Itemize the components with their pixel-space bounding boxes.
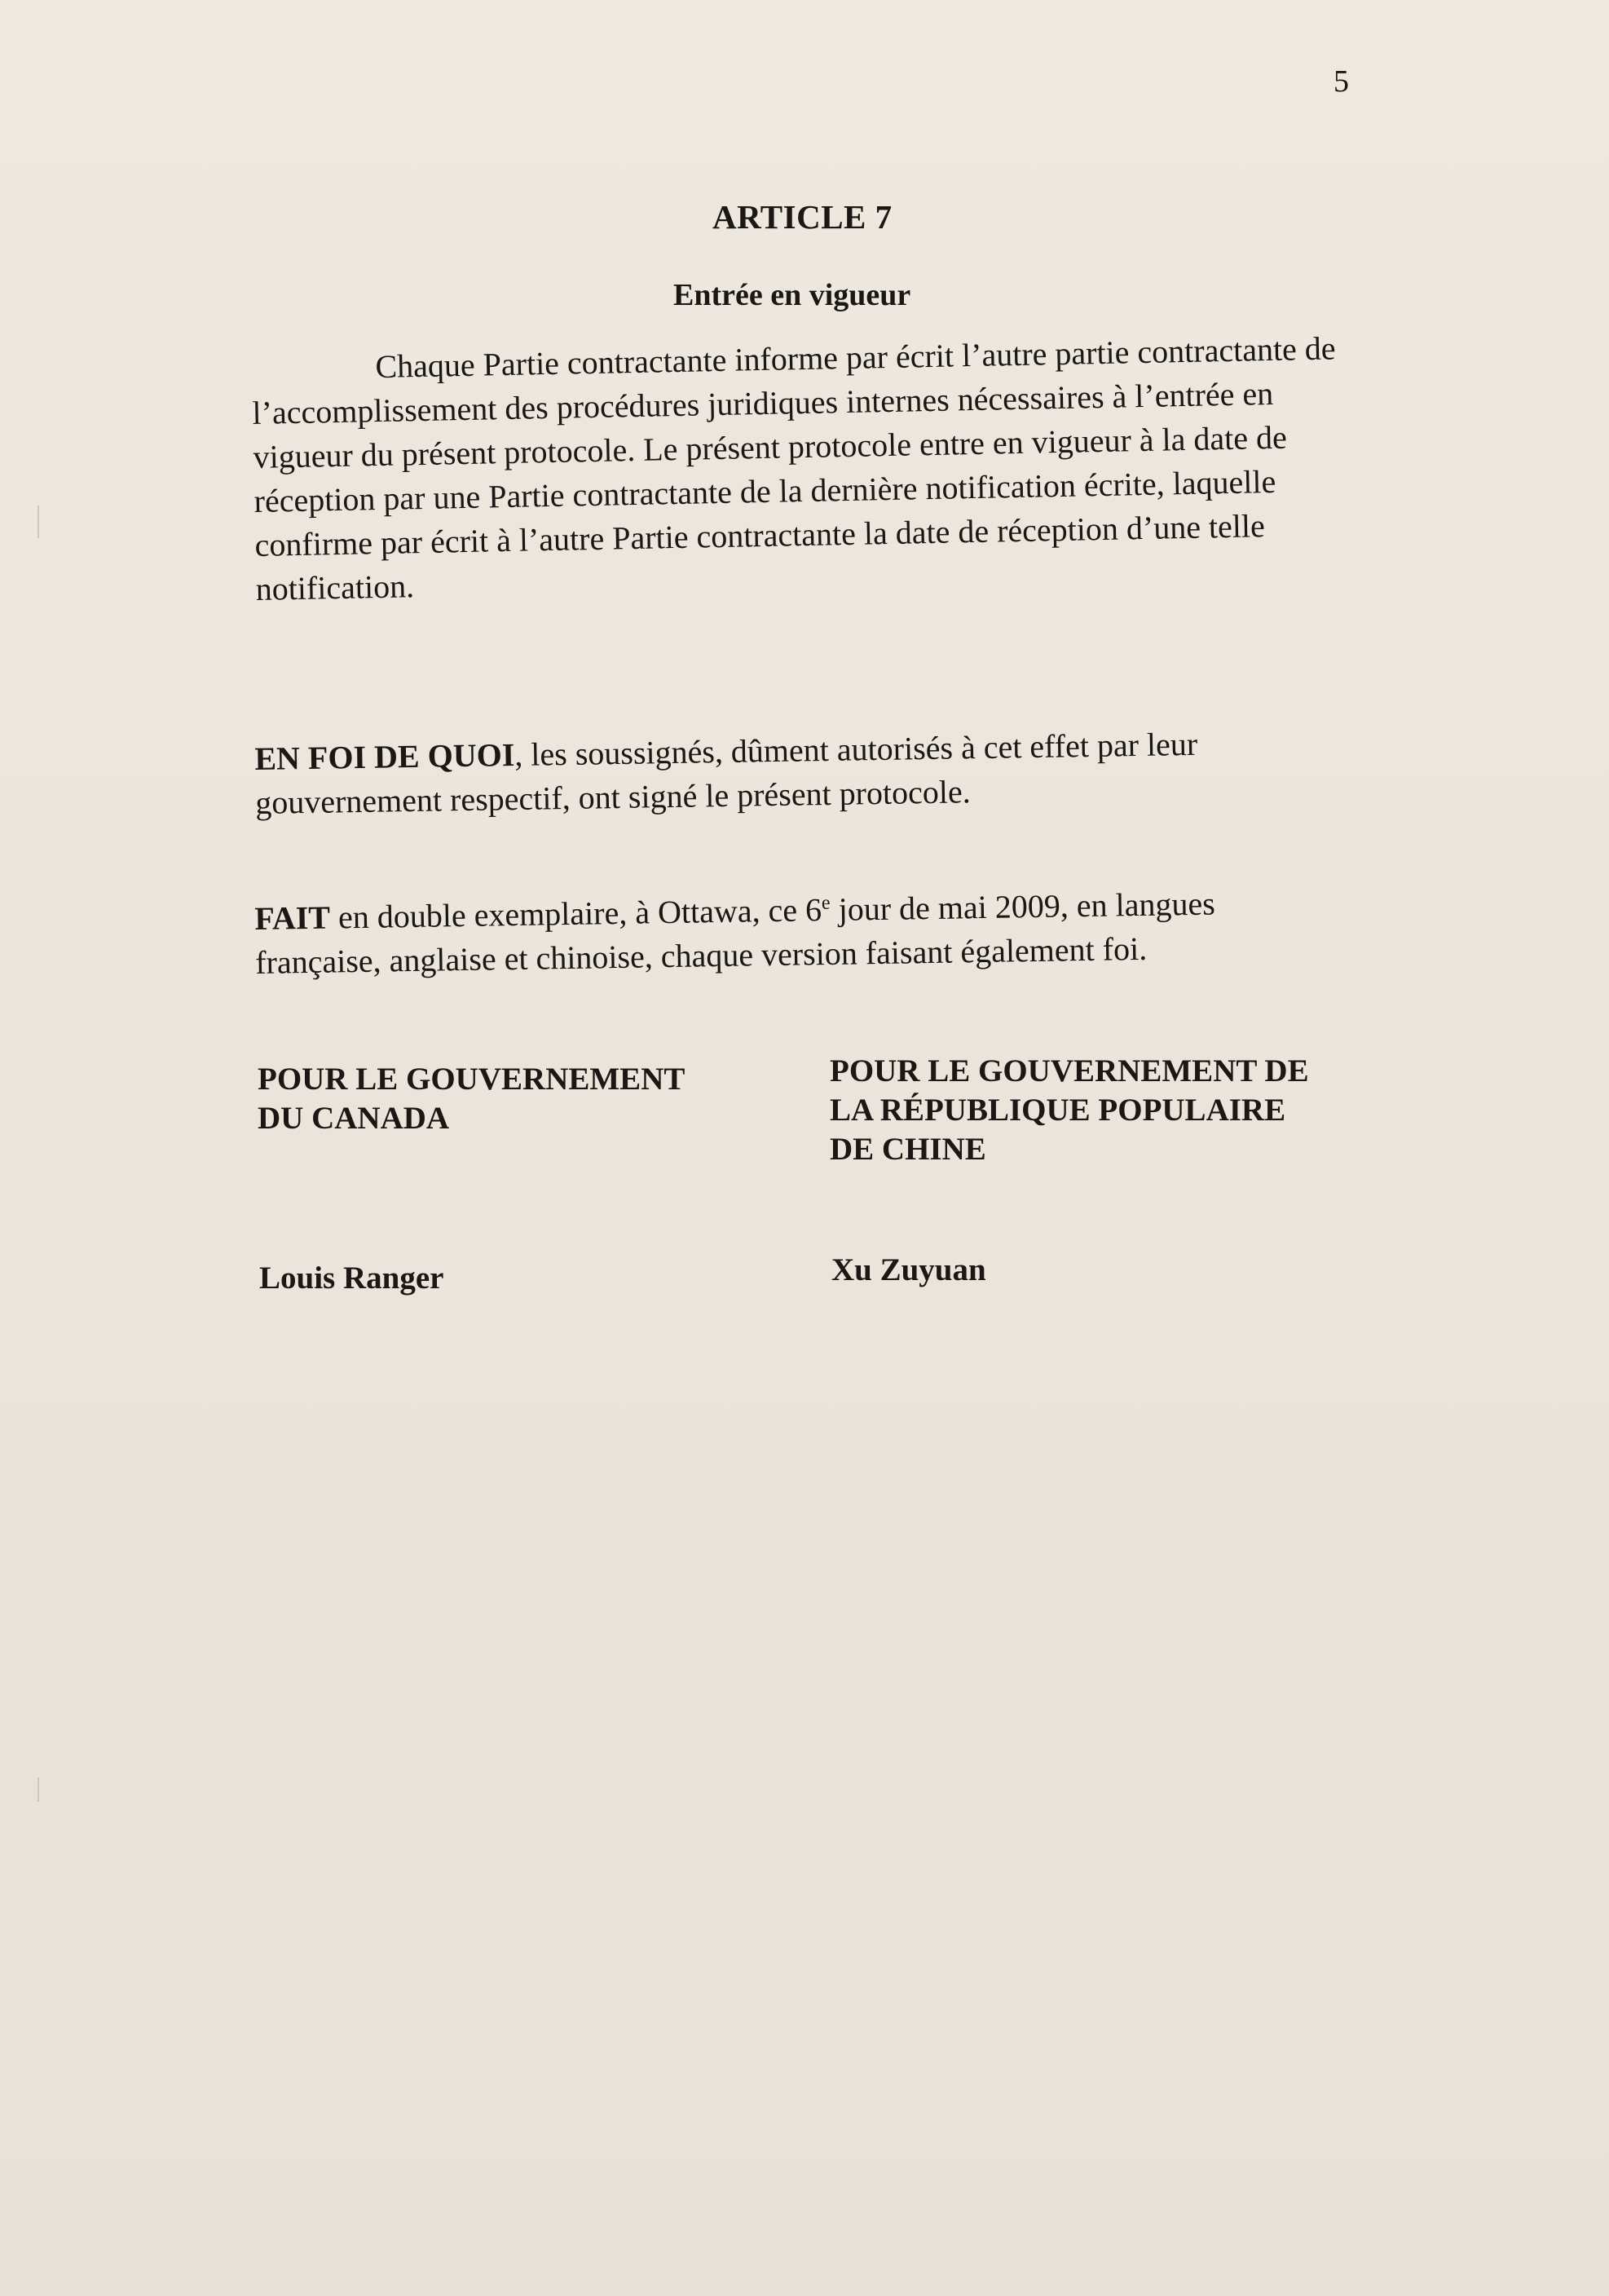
done-at-clause [254,880,1348,985]
margin-mark [37,1777,39,1802]
party-canada-line1: POUR LE GOUVERNEMENT [258,1062,685,1097]
party-china-line1: POUR LE GOUVERNEMENT DE [830,1053,1309,1088]
witness-text: , les soussignés, dûment autorisés à cet effet par leur gouvernement respectif, ont signé le présent protocole. [254,725,1198,821]
party-china [830,1052,1384,1169]
party-china-line3: DE CHINE [830,1132,986,1167]
party-china-line2: LA RÉPUBLIQUE POPULAIRE [830,1093,1286,1128]
article-body [251,326,1364,612]
article-heading: ARTICLE 7 [712,198,893,236]
page-number: 5 [1333,64,1349,99]
signatory-china: Xu Zuyuan [831,1252,986,1287]
signatory-canada: Louis Ranger [259,1261,444,1296]
witness-clause [254,720,1348,825]
done-at-text-after: jour de mai 2009, en langues française, anglaise et chinoise, chaque version faisant également foi. [254,885,1216,981]
party-canada-line2: DU CANADA [258,1101,450,1136]
witness-lead: EN FOI DE QUOI [254,735,515,777]
done-at-text-before: en double exemplaire, à Ottawa, ce 6 [329,891,822,936]
party-canada [258,1060,763,1138]
done-at-lead: FAIT [254,899,331,937]
article-paragraph: Chaque Partie contractante informe par écrit l’autre partie contractante de l’accomplissement des procédures juridiques internes nécessaires à l’entrée en vigueur du présent protocole. Le présent protocole entre en vigueur à la date de réception par une Partie contractante de la dernière notification écrite, laquelle confirme par écrit à l’autre Partie contractante la date de réception d’une telle notification. [252,329,1336,607]
margin-mark [37,506,39,538]
done-at-superscript: e [821,892,831,914]
article-subheading: Entrée en vigueur [673,278,911,312]
